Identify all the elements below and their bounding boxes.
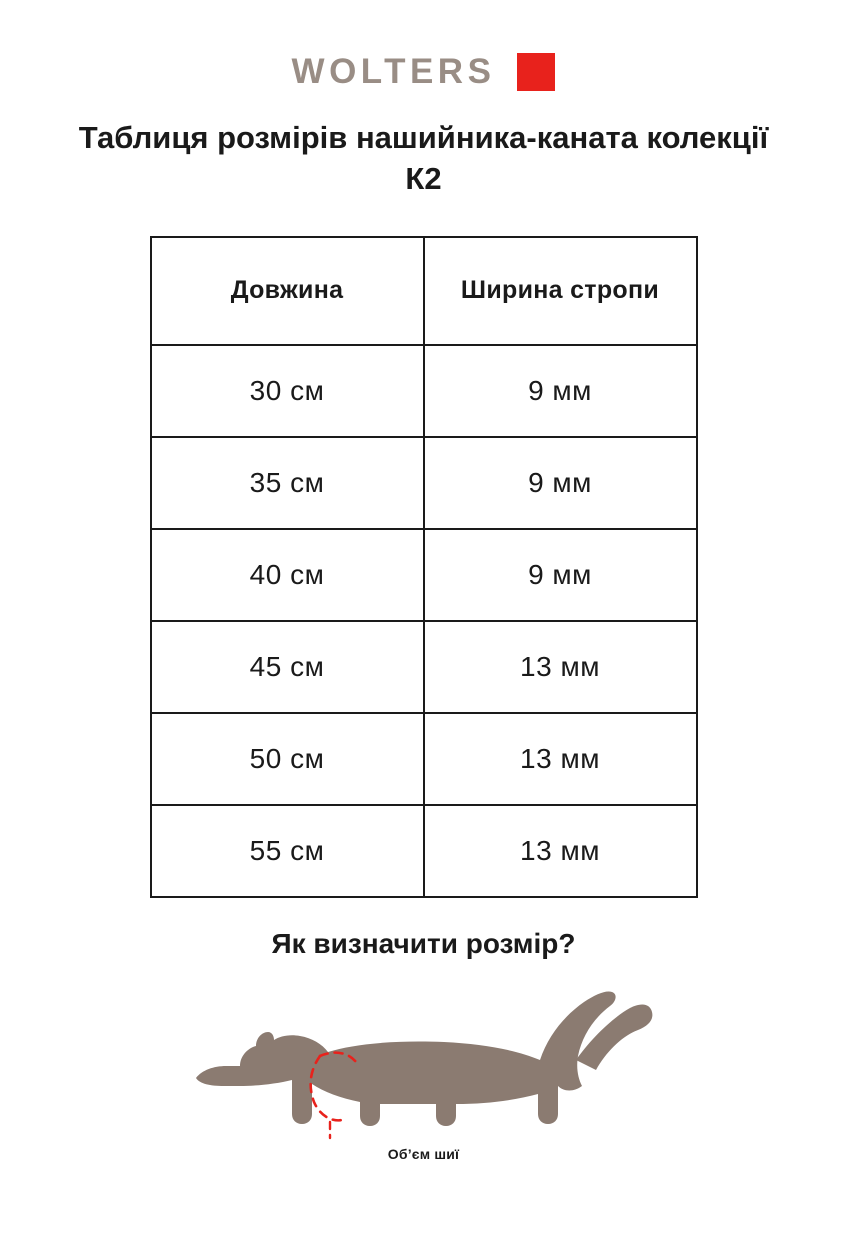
cell-length: 55 см (151, 805, 424, 897)
dog-measurement-figure (144, 974, 704, 1164)
column-header-strap-width: Ширина стропи (424, 237, 697, 345)
cell-strap-width: 9 мм (424, 529, 697, 621)
cell-length: 35 см (151, 437, 424, 529)
cell-strap-width: 13 мм (424, 805, 697, 897)
table-row (151, 621, 697, 713)
cell-strap-width: 13 мм (424, 713, 697, 805)
cell-length: 45 см (151, 621, 424, 713)
table-row (151, 805, 697, 897)
brand-header (0, 52, 847, 92)
page-title: Таблиця розмірів нашийника-каната колекції К2 (78, 120, 769, 196)
cell-length: 30 см (151, 345, 424, 437)
cell-strap-width: 13 мм (424, 621, 697, 713)
size-table-container (150, 236, 698, 898)
table-row (151, 437, 697, 529)
table-row (151, 345, 697, 437)
brand-wordmark: WOLTERS (291, 52, 496, 91)
size-table (150, 236, 698, 898)
table-row (151, 529, 697, 621)
size-chart-page (0, 52, 847, 1252)
cell-length: 40 см (151, 529, 424, 621)
table-row (151, 713, 697, 805)
dog-silhouette-icon (144, 974, 704, 1144)
cell-strap-width: 9 мм (424, 345, 697, 437)
cell-length: 50 см (151, 713, 424, 805)
neck-circumference-caption: Об’єм шиї (387, 1145, 460, 1162)
brand-square-logo-icon (517, 53, 555, 91)
column-header-length: Довжина (151, 237, 424, 345)
how-to-measure-heading: Як визначити розмір? (271, 927, 576, 959)
table-header-row (151, 237, 697, 345)
cell-strap-width: 9 мм (424, 437, 697, 529)
